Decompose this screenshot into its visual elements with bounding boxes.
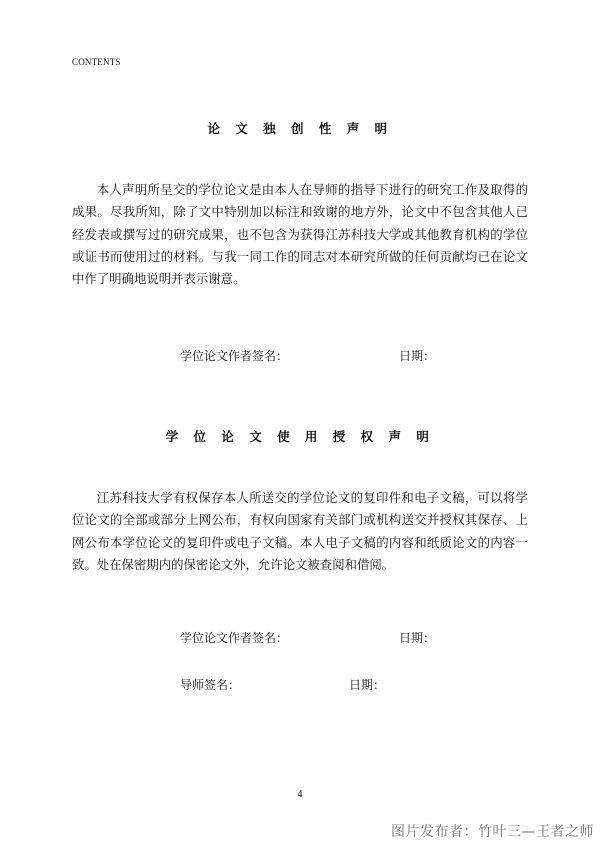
originality-declaration-body: 本人声明所呈交的学位论文是由本人在导师的指导下进行的研究工作及取得的成果。尽我所知，除了文中特别加以标注和致谢的地方外，论文中不包含其他人已经发表或撰写过的研究成果，也不包含为获得江苏科技大学或其他教育机构的学位或证书而使用过的材料。与我一同工作的同志对本研究所做的任何贡献均已在论文中作了明确地说明并表示谢意。 <box>72 182 528 287</box>
originality-author-signature-label: 学位论文作者签名： <box>180 349 289 363</box>
authorization-declaration-body: 江苏科技大学有权保存本人所送交的学位论文的复印件和电子文稿，可以将学位论文的全部或部分上网公布，有权向国家有关部门或机构送交并授权其保存、上网公布本学位论文的复印件或电子文稿。本人电子文稿的内容和纸质论文的内容一致。处在保密期内的保密论文外，允许论文被查阅和借阅。 <box>72 490 528 572</box>
page-number: 4 <box>297 789 303 800</box>
running-header: CONTENTS <box>72 57 121 67</box>
originality-date-label: 日期： <box>399 349 436 363</box>
authorization-declaration-title: 学 位 论 文 使 用 授 权 声 明 <box>165 429 435 444</box>
advisor-date-label: 日期： <box>349 678 386 692</box>
authorization-author-signature-label: 学位论文作者签名： <box>180 631 289 645</box>
authorization-author-date-label: 日期： <box>399 631 436 645</box>
publisher-watermark: 图片发布者：竹叶三—王者之师 <box>391 824 594 840</box>
advisor-signature-label: 导师签名： <box>180 678 241 692</box>
originality-declaration-title: 论 文 独 创 性 声 明 <box>207 121 393 136</box>
